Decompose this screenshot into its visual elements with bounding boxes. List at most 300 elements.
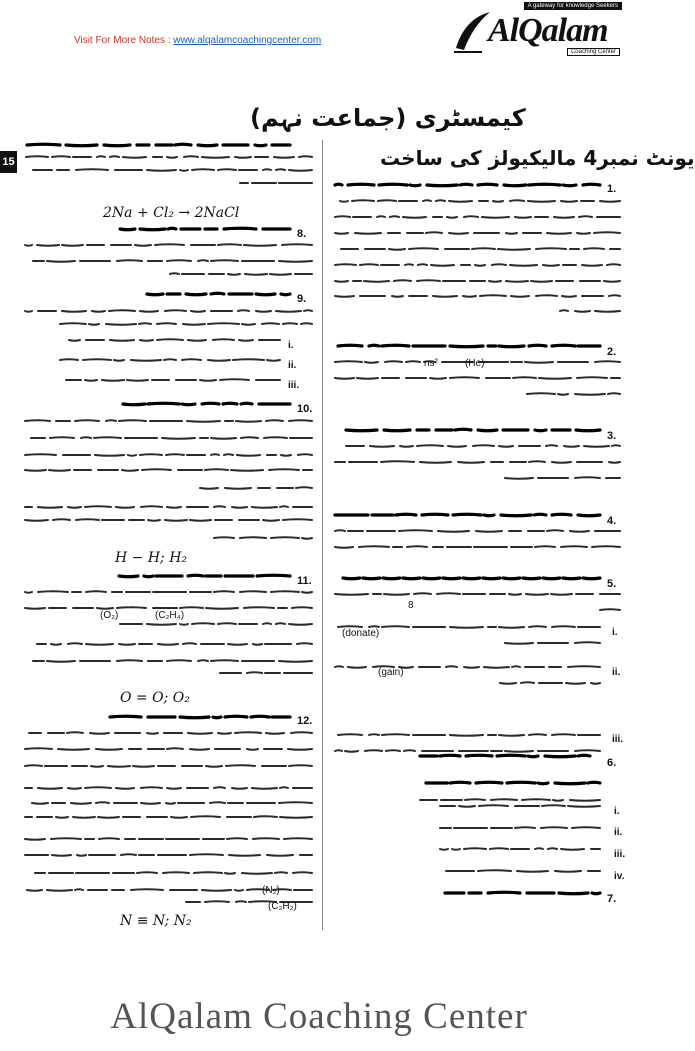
text-stroke [460, 184, 472, 185]
text-stroke [505, 751, 533, 752]
text-stroke [583, 184, 600, 185]
text-stroke [475, 265, 485, 266]
text-stroke [71, 803, 91, 804]
text-stroke [206, 608, 238, 609]
formula-term: 8 [408, 600, 414, 611]
text-stroke [399, 530, 432, 531]
text-stroke [62, 311, 86, 312]
text-stroke [239, 340, 253, 341]
text-stroke [583, 578, 600, 579]
text-stroke [252, 507, 277, 508]
text-stroke [463, 296, 476, 297]
text-stroke [225, 488, 251, 489]
text-stroke [584, 248, 604, 249]
text-stroke [604, 281, 620, 282]
text-stroke [293, 872, 312, 873]
text-stroke [117, 607, 146, 608]
text-stroke [91, 766, 103, 767]
text-stroke [274, 157, 294, 158]
text-stroke [498, 249, 530, 250]
text-stroke [302, 538, 312, 539]
text-stroke [335, 233, 348, 234]
text-stroke [423, 200, 431, 201]
text-stroke [536, 295, 557, 296]
text-stroke [335, 530, 345, 531]
text-stroke [281, 455, 291, 456]
text-stroke [165, 310, 186, 311]
text-stroke [76, 519, 99, 520]
text-stroke [50, 437, 74, 438]
text-stroke [369, 734, 379, 735]
text-stroke [68, 788, 81, 789]
text-stroke [335, 361, 362, 362]
list-numeral: i. [614, 806, 620, 817]
text-stroke [301, 323, 312, 324]
text-stroke [394, 280, 411, 281]
equation-hydrogen: H − H; H₂ [115, 550, 188, 566]
text-stroke [271, 537, 299, 538]
text-stroke [535, 430, 546, 431]
text-stroke [448, 446, 466, 447]
text-stroke [241, 403, 252, 404]
text-stroke [492, 264, 506, 265]
text-stroke [238, 310, 249, 311]
text-stroke [529, 461, 545, 462]
text-stroke [190, 749, 209, 750]
text-stroke [338, 345, 362, 346]
text-stroke [114, 360, 124, 361]
text-stroke [167, 788, 181, 789]
text-stroke [66, 145, 97, 146]
text-stroke [528, 201, 555, 202]
text-stroke [576, 430, 600, 431]
equation-nitrogen: N ≡ N; N₂ [120, 913, 192, 929]
text-stroke [218, 733, 231, 734]
text-stroke [364, 281, 389, 282]
text-stroke [119, 420, 146, 421]
text-stroke [288, 749, 312, 750]
text-stroke [450, 735, 483, 736]
text-stroke [352, 200, 374, 201]
text-stroke [480, 295, 506, 296]
text-stroke [536, 248, 566, 249]
text-stroke [343, 578, 360, 579]
text-stroke [198, 145, 217, 146]
text-stroke [345, 751, 358, 752]
text-stroke [452, 849, 460, 850]
text-stroke [25, 520, 48, 521]
text-stroke [119, 644, 135, 645]
question-number: 12. [297, 715, 313, 727]
text-stroke [410, 185, 420, 186]
text-stroke [253, 838, 279, 839]
text-stroke [163, 872, 189, 873]
text-stroke [450, 346, 483, 347]
text-stroke [414, 593, 431, 594]
text-stroke [396, 514, 416, 515]
text-stroke [283, 519, 312, 520]
text-stroke [96, 749, 122, 750]
text-stroke [263, 520, 279, 521]
text-stroke [175, 144, 191, 145]
text-stroke [335, 750, 342, 751]
text-stroke [406, 361, 420, 362]
text-stroke [225, 873, 235, 874]
text-stroke [482, 217, 509, 218]
text-stroke [211, 438, 236, 439]
text-stroke [25, 470, 46, 471]
text-stroke [501, 515, 531, 516]
text-stroke [271, 591, 299, 592]
text-stroke [224, 454, 233, 455]
text-stroke [51, 644, 61, 645]
question-number: 1. [607, 183, 617, 195]
list-numeral: ii. [288, 360, 297, 371]
text-stroke [89, 324, 99, 325]
text-stroke [147, 294, 163, 295]
text-stroke [51, 838, 81, 839]
text-stroke [529, 626, 546, 627]
text-stroke [241, 437, 258, 438]
text-stroke [218, 169, 236, 170]
text-stroke [184, 156, 198, 157]
text-stroke [75, 420, 99, 421]
website-link[interactable]: www.alqalamcoachingcenter.com [173, 35, 322, 46]
text-stroke [418, 264, 427, 265]
text-stroke [62, 245, 83, 246]
formula-term: (O₂) [100, 610, 119, 621]
text-stroke [561, 849, 584, 850]
text-stroke [242, 324, 255, 325]
text-stroke [348, 184, 374, 185]
text-stroke [304, 310, 312, 311]
text-stroke [75, 889, 83, 890]
text-stroke [162, 438, 195, 439]
text-stroke [232, 507, 247, 508]
text-stroke [535, 546, 555, 547]
text-stroke [263, 623, 271, 624]
text-stroke [264, 437, 287, 438]
text-stroke [38, 788, 62, 789]
text-stroke [437, 593, 460, 594]
text-stroke [296, 487, 312, 488]
text-stroke [267, 855, 293, 856]
text-stroke [595, 311, 620, 312]
text-stroke [69, 340, 80, 341]
text-stroke [365, 750, 382, 751]
text-stroke [562, 296, 576, 297]
text-stroke [566, 683, 585, 684]
list-numeral: ii. [612, 667, 621, 678]
text-stroke [269, 469, 299, 470]
text-stroke [170, 273, 179, 274]
text-stroke [389, 249, 405, 250]
text-stroke [208, 360, 230, 361]
formula-term: (C₂H₄) [155, 610, 185, 621]
text-stroke [335, 264, 356, 265]
text-stroke [52, 156, 70, 157]
text-stroke [335, 281, 348, 282]
text-stroke [127, 380, 148, 381]
quill-swoosh-icon [452, 8, 492, 54]
text-stroke [205, 901, 229, 902]
text-stroke [240, 537, 266, 538]
text-stroke [365, 362, 378, 363]
text-stroke [117, 660, 142, 661]
text-stroke [188, 575, 203, 576]
text-stroke [47, 661, 75, 662]
text-stroke [512, 666, 520, 667]
text-stroke [553, 800, 563, 801]
text-stroke [25, 592, 32, 593]
text-stroke [289, 765, 312, 766]
text-stroke [302, 592, 312, 593]
question-number: 3. [607, 430, 617, 442]
text-stroke [592, 893, 600, 894]
text-stroke [281, 294, 290, 295]
column-divider [322, 140, 323, 930]
text-stroke [225, 716, 247, 717]
formula-term: (N₂) [262, 885, 280, 896]
text-stroke [282, 244, 312, 245]
page-title: کیمسٹری (جماعت نہم) [250, 104, 526, 132]
text-stroke [180, 624, 188, 625]
text-stroke [96, 802, 109, 803]
text-stroke [53, 519, 70, 520]
text-stroke [38, 591, 68, 592]
text-stroke [543, 265, 559, 266]
text-stroke [121, 854, 136, 855]
text-stroke [191, 816, 220, 817]
text-stroke [245, 274, 267, 275]
text-stroke [182, 359, 201, 360]
text-stroke [95, 455, 124, 456]
text-stroke [214, 787, 225, 788]
text-stroke [552, 514, 571, 515]
text-stroke [289, 624, 312, 625]
text-stroke [531, 281, 552, 282]
text-stroke [440, 755, 460, 756]
text-stroke [409, 248, 438, 249]
question-number: 8. [297, 228, 307, 240]
text-stroke [25, 420, 50, 421]
text-stroke [359, 546, 389, 547]
text-stroke [141, 787, 162, 788]
text-stroke [335, 378, 354, 379]
text-stroke [552, 462, 571, 463]
text-stroke [251, 716, 269, 717]
text-stroke [104, 145, 130, 146]
text-stroke [236, 901, 246, 902]
text-stroke [554, 217, 574, 218]
text-stroke [506, 233, 517, 234]
text-stroke [73, 817, 95, 818]
text-stroke [579, 216, 592, 217]
text-stroke [167, 507, 181, 508]
question-number: 6. [607, 757, 617, 769]
text-stroke [594, 232, 620, 233]
text-stroke [473, 445, 494, 446]
text-stroke [275, 872, 287, 873]
text-stroke [139, 323, 151, 324]
text-stroke [292, 607, 312, 608]
text-stroke [385, 361, 402, 362]
text-stroke [363, 578, 380, 579]
page-number-badge: 15 [0, 151, 17, 173]
question-number: 10. [297, 403, 313, 415]
text-stroke [563, 185, 576, 186]
text-stroke [94, 437, 121, 438]
text-stroke [335, 594, 368, 595]
text-stroke [183, 324, 205, 325]
text-stroke [52, 855, 71, 856]
text-stroke [123, 157, 146, 158]
text-stroke [360, 264, 378, 265]
text-stroke [90, 733, 109, 734]
text-stroke [555, 783, 585, 784]
question-number: 4. [607, 515, 617, 527]
text-stroke [357, 378, 378, 379]
text-stroke [348, 667, 366, 668]
text-stroke [453, 514, 481, 515]
text-stroke [338, 734, 362, 735]
alqalam-logo [452, 2, 624, 60]
text-stroke [464, 848, 486, 849]
text-stroke [545, 756, 575, 757]
text-stroke [447, 217, 457, 218]
text-stroke [297, 643, 312, 644]
text-stroke [116, 507, 134, 508]
text-stroke [335, 547, 353, 548]
text-stroke [211, 454, 219, 455]
text-stroke [499, 446, 513, 447]
text-stroke [543, 578, 560, 579]
text-stroke [235, 732, 261, 733]
text-stroke [400, 446, 413, 447]
text-stroke [190, 854, 223, 855]
text-stroke [552, 345, 575, 346]
text-stroke [355, 233, 381, 234]
text-stroke [588, 782, 600, 783]
text-stroke [405, 264, 413, 265]
text-stroke [68, 643, 82, 644]
text-stroke [32, 803, 48, 804]
text-stroke [86, 644, 113, 645]
text-stroke [464, 216, 478, 217]
text-stroke [382, 345, 409, 346]
logo-word: AlQalam [488, 12, 608, 49]
text-stroke [227, 838, 247, 839]
text-stroke [582, 265, 602, 266]
text-stroke [510, 265, 537, 266]
text-stroke [200, 380, 216, 381]
text-stroke [37, 245, 59, 246]
text-stroke [346, 430, 377, 431]
text-stroke [547, 233, 571, 234]
text-stroke [515, 217, 531, 218]
text-stroke [459, 806, 475, 807]
text-stroke [255, 145, 266, 146]
text-stroke [450, 377, 479, 378]
text-stroke [426, 232, 442, 233]
text-stroke [141, 506, 162, 507]
logo-subtitle: Coaching Center [567, 48, 620, 56]
text-stroke [97, 608, 113, 609]
text-stroke [538, 783, 548, 784]
list-numeral: iii. [288, 380, 300, 391]
text-stroke [213, 339, 234, 340]
text-stroke [76, 169, 108, 170]
text-stroke [280, 817, 312, 818]
question-number: 7. [607, 893, 617, 905]
question-number: 2. [607, 346, 617, 358]
text-stroke [253, 644, 262, 645]
text-stroke [102, 380, 124, 381]
footer-brand: AlQalam Coaching Center [110, 996, 528, 1037]
text-stroke [26, 156, 48, 157]
text-stroke [229, 855, 260, 856]
text-stroke [256, 294, 275, 295]
text-stroke [85, 380, 97, 381]
formula-term: (C₂H₂) [268, 901, 297, 912]
text-stroke [140, 454, 162, 455]
text-stroke [266, 420, 283, 421]
text-stroke [558, 394, 568, 395]
text-stroke [167, 660, 191, 661]
text-stroke [289, 170, 312, 171]
text-stroke [211, 293, 224, 294]
text-stroke [117, 260, 142, 261]
text-stroke [192, 623, 214, 624]
text-stroke [575, 750, 600, 751]
text-stroke [463, 578, 480, 579]
text-stroke [190, 520, 211, 521]
text-stroke [147, 170, 176, 171]
text-stroke [214, 537, 234, 538]
text-stroke [546, 445, 557, 446]
text-stroke [140, 229, 165, 230]
text-stroke [122, 470, 138, 471]
text-stroke [237, 455, 260, 456]
text-stroke [370, 446, 394, 447]
list-numeral: i. [288, 340, 294, 351]
text-stroke [228, 644, 247, 645]
equation-sodium-chloride: 2Na + Cl₂ → 2NaCl [103, 205, 240, 221]
text-stroke [527, 393, 555, 394]
text-stroke [440, 849, 448, 850]
text-stroke [570, 531, 589, 532]
question-number: 11. [297, 575, 312, 587]
text-stroke [505, 478, 533, 479]
text-stroke [220, 379, 249, 380]
text-stroke [600, 201, 620, 202]
text-stroke [210, 802, 225, 803]
text-stroke [92, 311, 105, 312]
header-prefix: Visit For More Notes : [74, 35, 171, 46]
text-stroke [279, 261, 312, 262]
text-stroke [534, 514, 546, 515]
text-stroke [276, 623, 285, 624]
text-stroke [192, 169, 214, 170]
text-stroke [166, 803, 175, 804]
text-stroke [335, 296, 354, 297]
text-stroke [120, 229, 135, 230]
text-stroke [299, 156, 312, 157]
text-stroke [515, 827, 535, 828]
text-stroke [466, 755, 492, 756]
text-stroke [109, 310, 135, 311]
list-numeral: iii. [612, 734, 624, 745]
